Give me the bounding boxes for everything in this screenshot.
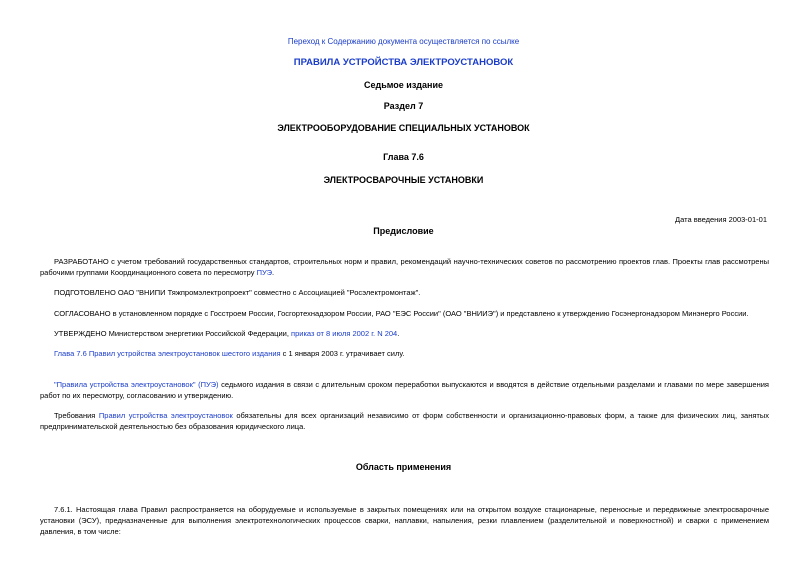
intro-date: Дата введения 2003-01-01 (675, 215, 767, 224)
section-label: Раздел 7 (383, 101, 424, 111)
chapter-title: ЭЛЕКТРОСВАРОЧНЫЕ УСТАНОВКИ (323, 175, 484, 185)
paragraph-approved (40, 328, 769, 339)
paragraph-agreed: СОГЛАСОВАНО в установленном порядке с Госстроем России, Госгортехнадзором России, РАО "ЕЭС России" (ОАО "ВНИИЭ") и представлено к утверждению Госэнергонадзором Минэнерго России. (54, 309, 749, 318)
pue-rules-link[interactable]: "Правила устройства электроустановок" (ПУЭ) (54, 380, 219, 389)
paragraph-text: УТВЕРЖДЕНО Министерством энергетики Российской Федерации, (54, 329, 292, 338)
paragraph-text: РАЗРАБОТАНО с учетом требований государственных стандартов, строительных норм и правил, рекомендаций научно-технических советов по рассмотрению проектов глав. Проекты глав рассмотрены рабочими группами Координационного совета по пересмотру (40, 257, 769, 277)
edition-label: Седьмое издание (364, 80, 443, 90)
contents-link-text[interactable]: Переход к Содержанию документа осуществляется по ссылке (287, 37, 520, 46)
paragraph-tail: . (271, 268, 275, 277)
pue-link[interactable]: ПУЭ (256, 268, 272, 277)
paragraph-prepared: ПОДГОТОВЛЕНО ОАО "ВНИПИ Тяжпромэлектропроект" совместно с Ассоциацией "Росэлектромонтаж". (54, 288, 421, 297)
section-title: ЭЛЕКТРООБОРУДОВАНИЕ СПЕЦИАЛЬНЫХ УСТАНОВОК (277, 123, 530, 133)
document-title[interactable]: ПРАВИЛА УСТРОЙСТВА ЭЛЕКТРОУСТАНОВОК (293, 57, 514, 68)
paragraph-tail: седьмого издания в связи с длительным сроком переработки выпускаются и вводятся в действие отдельными разделами и главами по мере завершения работ по их пересмотру, согласованию и утверждению. (40, 380, 769, 400)
paragraph-text: Требования (54, 411, 99, 420)
paragraph-tail: с 1 января 2003 г. утрачивает силу. (280, 349, 405, 358)
paragraph-tail: . (397, 329, 400, 338)
paragraph-pue-edition (40, 379, 769, 401)
chapter-label: Глава 7.6 (383, 152, 424, 162)
paragraph-tail: обязательны для всех организаций независимо от форм собственности и организационно-правовых форм, а также для физических лиц, занятых предпринимательской деятельностью без образования юридического лица. (40, 411, 769, 431)
paragraph-developed (40, 256, 769, 278)
contents-link[interactable] (0, 37, 807, 46)
scope-heading: Область применения (355, 462, 452, 472)
paragraph-obsolete (40, 348, 769, 359)
preface-heading: Предисловие (373, 226, 434, 236)
chapter-sixth-edition-link[interactable]: Глава 7.6 Правил устройства электроустановок шестого издания (54, 349, 281, 358)
paragraph-7-6-1: 7.6.1. Настоящая глава Правил распространяется на оборудуемые и используемые в закрытых помещениях или на открытом воздухе стационарные, переносные и передвижные электросварочные установки (ЭСУ), предназначенные для выполнения электротехнологических процессов сварки, наплавки, напыления, резки плавлением (разделительной и поверхностной) и сварки с применением давления, в том числе: (40, 505, 769, 536)
rules-link[interactable]: Правил устройства электроустановок (98, 411, 233, 420)
paragraph-requirements (40, 410, 769, 432)
order-link[interactable]: приказ от 8 июля 2002 г. N 204 (291, 329, 398, 338)
